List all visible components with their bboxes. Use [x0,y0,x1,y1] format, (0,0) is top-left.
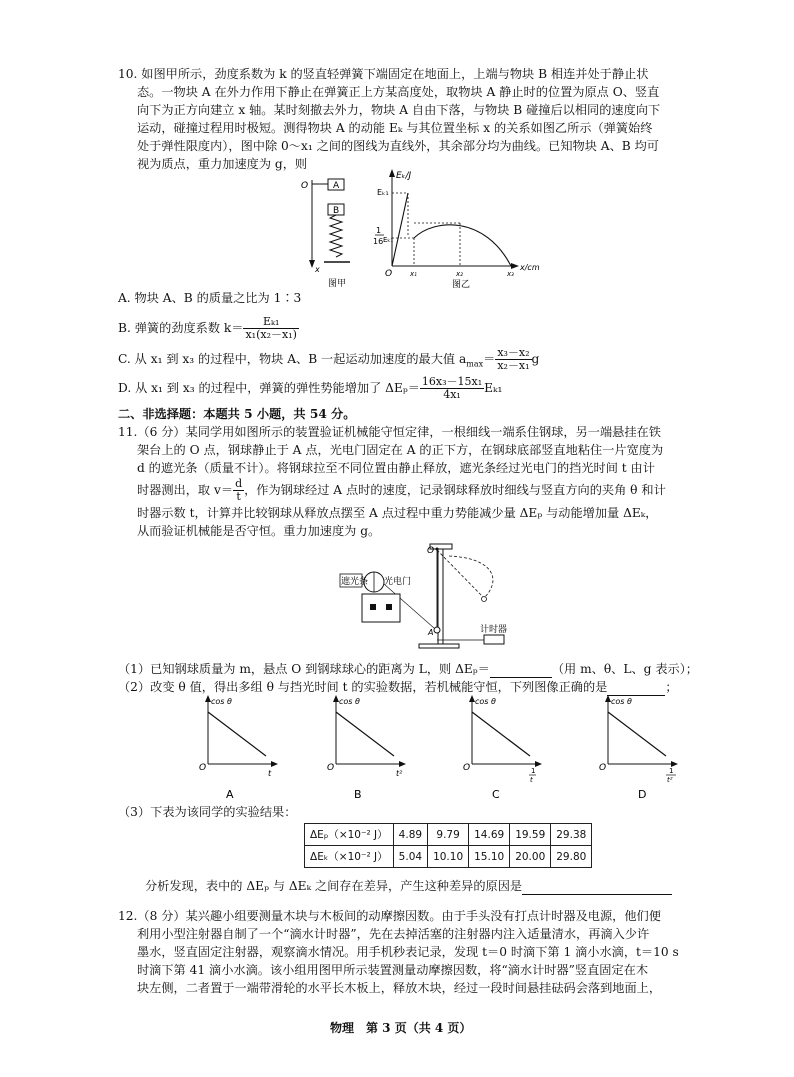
answer-blank-3[interactable] [522,878,672,895]
q10-line-6: 视为质点，重力加速度为 g，则 [137,157,308,171]
graph-a-x-label: t [268,769,272,778]
optb-fraction: $\frac{\text{Eₖ₁}}{\text{x₁(x₂－x₁)}}$ [245,315,297,341]
graph-option-b [324,694,412,800]
q11-part-1: （1）已知钢球质量为 m，悬点 O 到钢球球心的距离为 L，则 ΔEₚ＝ （用 m、θ、L、g 表示）； [118,662,698,676]
q10-line-3: 向下为正方向建立 x 轴。某时刻撤去外力，物块 A 自由下落，与物块 B 碰撞后以相同的速度向下 [137,103,661,117]
swing-arc [449,556,493,598]
figure-spring-blocks [298,174,368,292]
caption-a: 图甲 [328,279,347,289]
table-cell: 29.38 [551,824,592,846]
graph-d-letter: D [638,788,647,800]
graph-d-line [608,712,666,756]
caption-b: 图乙 [452,280,471,290]
stand-base [419,644,459,648]
v-fraction: $\frac{d}{t}$ [235,477,243,503]
shade-strip-label: 遮光条 [341,577,369,587]
q10-option-d: D. 从 x₁ 到 x₃ 的过程中，弹簧的弹性势能增加了 ΔEₚ＝ $\frac{\text{16x₃－15x₁}}{\text{4x₁}}$ Eₖ₁ [118,375,503,401]
x2-tick: x₂ [456,270,463,278]
table-cell: 10.10 [428,846,469,868]
table-cell: 9.79 [428,824,469,846]
row-head-ep: ΔEₚ（×10⁻² J） [305,824,394,846]
q10-line-1: 10. 如图甲所示，劲度系数为 k 的竖直轻弹簧下端固定在地面上，上端与物块 B 相连并处于静止状 [118,67,649,81]
graph-d-x-num: 1 [669,767,674,775]
graph-option-d [596,694,688,800]
q11-part-3: （3）下表为该同学的实验结果： [118,805,297,819]
block-b-label: B [333,206,340,216]
table-cell: 19.59 [510,824,551,846]
q10-line-2: 态。一物块 A 在外力作用下静止在弹簧正上方某高度处，取物块 A 静止时的位置为原点 O、竖直 [137,85,660,99]
graph-b-origin: O [327,763,335,773]
graph-a-line [208,712,266,756]
q11-line-5: 时器示数 t，计算并比较钢球从释放点摆至 A 点过程中重力势能减少量 ΔEₚ 与动能增加量 ΔEₖ， [137,506,658,520]
page-footer: 物理 第 3 页（共 4 页） [330,1021,472,1035]
q11-line-3: d 的遮光条（质量不计）。将钢球拉至不同位置由静止释放，遮光条经过光电门的挡光时间 t 由计 [137,461,655,475]
graph-c-line [472,712,530,756]
origin-label: O [301,181,309,191]
table-cell: 5.04 [393,846,427,868]
q11-line-1: 11.（6 分）某同学用如图所示的装置验证机械能守恒定律，一根细线一端系住钢球，另一端悬挂在铁 [118,425,661,439]
y-axis-label: Eₖ/J [396,171,412,181]
q12-line-1: 12.（8 分）某兴趣小组要测量木块与木板间的动摩擦因数。由于手头没有打点计时器及电源，他们便 [118,909,661,923]
graph-a-origin: O [199,763,207,773]
graph-c-x-num: 1 [531,767,536,775]
graph-b-x-label: t² [396,769,403,778]
q11-line-2: 架台上的 O 点，钢球静止于 A 点，光电门固定在 A 的正下方，在钢球底部竖直地粘住一片宽度为 [137,443,664,457]
q11-analysis: 分析发现，表中的 ΔEₚ 与 ΔEₖ 之间存在差异，产生这种差异的原因是 [145,878,672,895]
q10-line-4: 运动，碰撞过程用时极短。测得物块 A 的动能 Eₖ 与其位置坐标 x 的关系如图乙所示（弹簧始终 [137,121,653,135]
block-a-label: A [333,181,340,191]
graph-c-letter: C [492,788,500,800]
x-label: x [315,265,320,274]
section-2-heading: 二、非选择题：本题共 5 小题，共 54 分。 [118,407,356,421]
graph-a-y-label: cos θ [211,697,232,706]
q12-line-3: 墨水，竖直固定注射器，观察滴水情况。用手机秒表记录，发现 t＝0 时滴下第 1 滴小水滴，t＝10 s [137,945,679,959]
graph-option-a [196,694,284,800]
graph-d-origin: O [599,763,607,773]
q12-line-2: 利用小型注射器自制了一个“滴水计时器”，先在去掉活塞的注射器内注入适量清水，再滴入少许 [137,927,650,941]
row-head-ek: ΔEₖ（×10⁻² J） [305,846,394,868]
q10-option-b: B. 弹簧的劲度系数 k＝ $\frac{\text{Eₖ₁}}{\text{x₁(x₂－x₁)}}$ [118,315,297,341]
q10-option-a: A. 物块 A、B 的质量之比为 1∶3 [118,291,302,305]
origin: O [385,269,393,279]
x-axis-label: x/cm [520,263,540,272]
graph-a-letter: A [226,788,234,800]
optd-fraction: $\frac{\text{16x₃－15x₁}}{\text{4x₁}}$ [421,375,483,401]
q11-part-2: （2）改变 θ 值，得出多组 θ 与挡光时间 t 的实验数据，若机械能守恒，下列图像正确的是 ； [118,680,678,694]
pivot-o-label: O [427,546,435,556]
timer-box [484,635,504,644]
y-tick-frac-var: Eₖ₁ [383,236,394,244]
table-cell: 29.80 [551,846,592,868]
graph-b-line [336,712,394,756]
photogate-label: 光电门 [384,577,412,587]
graph-d-y-label: cos θ [611,697,632,706]
x3-tick: x₃ [507,270,514,278]
optc-fraction: $\frac{\text{x₃－x₂}}{\text{x₂－x₁}}$ [497,346,530,372]
graph-option-c [460,694,548,800]
spring [330,215,342,257]
ball [434,627,440,633]
q10-option-c: C. 从 x₁ 到 x₃ 的过程中，物块 A、B 一起运动加速度的最大值 $a_{max}=$ $\frac{\text{x₃－x₂}}{\text{x₂－x₁}}$ g [118,346,540,372]
y-tick-frac-den: 16 [373,237,384,246]
answer-blank-1[interactable] [490,661,552,678]
q11-line-4: 时器测出，取 v＝ $\frac{d}{t}$ ，作为钢球经过 A 点时的速度，记录钢球释放时细线与竖直方向的夹角 θ 和计 [137,477,666,503]
table-cell: 20.00 [510,846,551,868]
q11-line-6: 从而验证机械能是否守恒。重力加速度为 g。 [137,524,381,538]
ek-line-segment [392,193,408,266]
results-table [304,823,592,868]
q12-line-5: 块左侧，二者置于一端带滑轮的水平长木板上，释放木块，经过一段时间悬挂砝码会落到地面上， [137,981,662,995]
point-a-label: A [428,628,434,637]
table-cell: 4.89 [393,824,427,846]
graph-c-origin: O [463,763,471,773]
q10-line-5: 处于弹性限度内），图中除 0～x₁ 之间的图线为直线外，其余部分均为曲线。已知物块 A、B 均可 [137,139,659,153]
ek-curve [414,225,511,266]
table-cell: 14.69 [469,824,510,846]
graph-c-y-label: cos θ [475,697,496,706]
graph-b-letter: B [354,788,362,800]
figure-pendulum-apparatus [334,540,524,658]
x1-tick: x₁ [410,270,417,278]
graph-c-x-den: t [530,776,533,784]
timer-label: 计时器 [480,625,508,635]
table-cell: 15.10 [469,846,510,868]
graph-d-x-den: t² [667,776,673,784]
figure-ek-x-graph [370,166,550,290]
y-tick-frac-num: 1 [376,226,382,235]
table-row [305,846,592,868]
table-row [305,824,592,846]
q12-line-4: 时滴下第 41 滴小水滴。该小组用图甲所示装置测量动摩擦因数，将“滴水计时器”竖直固定在木 [137,963,649,977]
y-tick-ek1: Eₖ₁ [377,188,389,197]
photogate-box [362,594,400,622]
graph-b-y-label: cos θ [339,697,360,706]
